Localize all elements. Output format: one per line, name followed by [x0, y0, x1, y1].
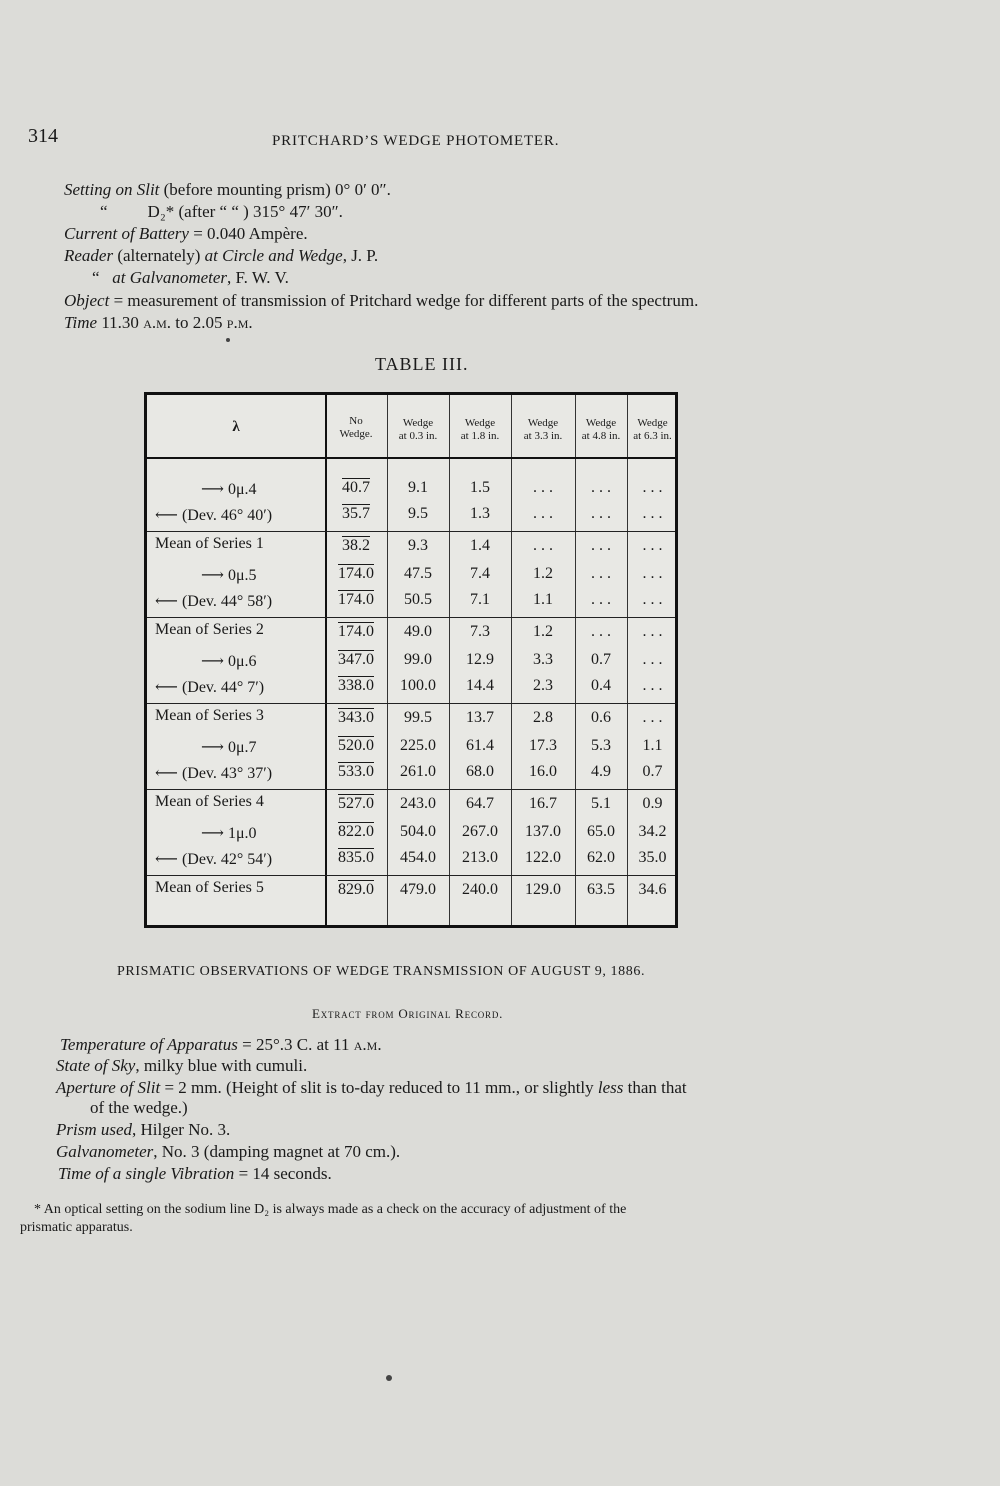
table-cell: 65.0	[587, 823, 615, 840]
table-cell: 1.2	[533, 623, 553, 640]
note-temperature: Temperature of Apparatus = 25°.3 C. at 11 a.m.	[60, 1035, 382, 1054]
table-cell: 122.0	[525, 849, 561, 866]
table-cell: 1.5	[470, 479, 490, 496]
footnote-line-1: * An optical setting on the sodium line D₂ is always made as a check on the accuracy of adjustment of the	[34, 1202, 627, 1217]
table-cell: . . .	[591, 479, 611, 496]
footnote-line-2: prismatic apparatus.	[20, 1220, 133, 1235]
table-cell: 49.0	[404, 623, 432, 640]
page-number: 314	[28, 125, 58, 147]
setup-line-1: Setting on Slit (before mounting prism) 0° 0′ 0″.	[64, 180, 391, 199]
series-mean-label: Mean of Series 5	[155, 879, 264, 896]
table-cell: 267.0	[462, 823, 498, 840]
table-cell: 1.1	[533, 591, 553, 608]
table-cell: 16.0	[529, 763, 557, 780]
table-cell: 0.7	[642, 763, 663, 780]
row-label: ⟵ (Dev. 44° 58′)	[155, 593, 273, 610]
note-prism: Prism used, Hilger No. 3.	[56, 1120, 231, 1139]
table-cell: 35.0	[638, 849, 667, 866]
row-label: ⟵ (Dev. 42° 54′)	[155, 851, 273, 868]
table-cell: 1.2	[533, 565, 553, 582]
table-cell: 225.0	[400, 737, 436, 754]
table-cell: 7.3	[470, 623, 490, 640]
table-cell: 4.9	[591, 763, 611, 780]
table-cell: 3.3	[533, 651, 553, 668]
table-cell: . . .	[533, 505, 553, 522]
table-cell: 822.0	[338, 823, 374, 840]
table-cell: . . .	[533, 537, 553, 554]
table-cell: 16.7	[529, 795, 557, 812]
series-mean-label: Mean of Series 1	[155, 535, 264, 552]
table-cell: . . .	[642, 709, 663, 726]
table-cell: . . .	[642, 591, 663, 608]
table-cell: . . .	[591, 591, 611, 608]
table-cell: 9.5	[408, 505, 428, 522]
table-cell: 5.3	[591, 737, 611, 754]
note-sky: State of Sky, milky blue with cumuli.	[56, 1056, 308, 1075]
table-cell: 17.3	[529, 737, 557, 754]
table-cell: 99.0	[404, 651, 432, 668]
table-cell: 174.0	[338, 565, 374, 582]
setup-line-3: Current of Battery = 0.040 Ampère.	[64, 224, 308, 243]
table-cell: . . .	[591, 623, 611, 640]
table-cell: 243.0	[400, 795, 436, 812]
table-cell: 47.5	[404, 565, 432, 582]
series-mean-label: Mean of Series 2	[155, 621, 264, 638]
header-wedge-0-3: Wedge at 0.3 in.	[398, 417, 438, 442]
table-cell: 0.9	[642, 795, 663, 812]
section-subtitle: Extract from Original Record.	[312, 1006, 504, 1021]
table-cell: 261.0	[400, 763, 436, 780]
section-title: PRISMATIC OBSERVATIONS OF WEDGE TRANSMISSION OF AUGUST 9, 1886.	[117, 964, 646, 979]
table-cell: 174.0	[338, 591, 374, 608]
table-cell: . . .	[642, 537, 663, 554]
header-wedge-6-3: Wedge at 6.3 in.	[633, 417, 672, 442]
table-cell: . . .	[642, 677, 663, 694]
table-cell: . . .	[533, 479, 553, 496]
header-no-wedge: No Wedge.	[339, 415, 373, 440]
table-cell: 213.0	[462, 849, 498, 866]
table-cell: 479.0	[400, 881, 436, 898]
table-cell: . . .	[591, 565, 611, 582]
series-mean-label: Mean of Series 3	[155, 707, 264, 724]
table-cell: 533.0	[338, 763, 374, 780]
table-cell: 34.6	[638, 881, 667, 898]
note-vibration: Time of a single Vibration = 14 seconds.	[58, 1164, 332, 1183]
table-cell: 347.0	[338, 651, 374, 668]
table-cell: 7.4	[470, 565, 490, 582]
table-cell: 64.7	[466, 795, 494, 812]
table-cell: 2.8	[533, 709, 553, 726]
table-cell: 99.5	[404, 709, 432, 726]
setup-line-2: “ D₂* (after “ “ ) 315° 47′ 30″.	[100, 202, 343, 221]
header-wedge-4-8: Wedge at 4.8 in.	[581, 417, 621, 442]
setup-line-5: “ at Galvanometer, F. W. V.	[92, 268, 289, 287]
table-cell: 9.1	[408, 479, 428, 496]
row-label: ⟵ (Dev. 46° 40′)	[155, 507, 273, 524]
row-label: ⟶ 0μ.5	[201, 567, 257, 584]
table-cell: 129.0	[525, 881, 561, 898]
table-cell: 1.1	[642, 737, 663, 754]
table-cell: 63.5	[587, 881, 615, 898]
table-cell: 240.0	[462, 881, 498, 898]
setup-line-6: Object = measurement of transmission of Pritchard wedge for different parts of the spectrum.	[64, 291, 699, 310]
note-aperture-cont: of the wedge.)	[90, 1098, 188, 1117]
row-label: ⟶ 0μ.4	[201, 481, 257, 498]
table-cell: 835.0	[338, 849, 374, 866]
table-cell: 35.7	[342, 505, 370, 522]
row-label: ⟵ (Dev. 43° 37′)	[155, 765, 273, 782]
table-cell: 50.5	[404, 591, 432, 608]
table-cell: 61.4	[466, 737, 494, 754]
table-cell: . . .	[642, 565, 663, 582]
header-wedge-1-8: Wedge at 1.8 in.	[460, 417, 500, 442]
table-cell: . . .	[642, 479, 663, 496]
table-cell: 174.0	[338, 623, 374, 640]
table-cell: 0.7	[591, 651, 611, 668]
header-wedge-3-3: Wedge at 3.3 in.	[523, 417, 563, 442]
header-lambda: λ	[232, 419, 240, 435]
note-aperture: Aperture of Slit = 2 mm. (Height of slit is to-day reduced to 11 mm., or slightly less than that	[56, 1078, 687, 1097]
table-cell: 0.6	[591, 709, 611, 726]
table-cell: 504.0	[400, 823, 436, 840]
table-cell: 100.0	[400, 677, 436, 694]
table-cell: . . .	[642, 651, 663, 668]
note-galvanometer: Galvanometer, No. 3 (damping magnet at 70 cm.).	[56, 1142, 401, 1161]
table-cell: 9.3	[408, 537, 428, 554]
series-mean-label: Mean of Series 4	[155, 793, 264, 810]
table-cell: 137.0	[525, 823, 561, 840]
table-cell: 40.7	[342, 479, 370, 496]
table-cell: . . .	[591, 537, 611, 554]
table-cell: 527.0	[338, 795, 374, 812]
table-cell: 14.4	[466, 677, 494, 694]
table-cell: 454.0	[400, 849, 436, 866]
table-cell: 7.1	[470, 591, 490, 608]
table-cell: 520.0	[338, 737, 374, 754]
table-cell: 0.4	[591, 677, 611, 694]
table-cell: 38.2	[342, 537, 370, 554]
setup-line-4: Reader (alternately) at Circle and Wedge, J. P.	[64, 246, 379, 265]
table-cell: 343.0	[338, 709, 374, 726]
table-cell: 1.3	[470, 505, 490, 522]
setup-line-7: Time 11.30 a.m. to 2.05 p.m.	[64, 313, 253, 332]
ink-spot	[386, 1375, 392, 1381]
row-label: ⟵ (Dev. 44° 7′)	[155, 679, 265, 696]
row-label: ⟶ 0μ.6	[201, 653, 257, 670]
row-label: ⟶ 1μ.0	[201, 825, 257, 842]
table-cell: 338.0	[338, 677, 374, 694]
table-cell: . . .	[642, 623, 663, 640]
table-cell: . . .	[591, 505, 611, 522]
table-cell: 1.4	[470, 537, 490, 554]
table-cell: 68.0	[466, 763, 494, 780]
table-cell: 34.2	[638, 823, 667, 840]
table-cell: 13.7	[466, 709, 494, 726]
running-head: PRITCHARD’S WEDGE PHOTOMETER.	[272, 133, 560, 149]
table-title: TABLE III.	[375, 354, 469, 374]
row-label: ⟶ 0μ.7	[201, 739, 257, 756]
table-cell: 5.1	[591, 795, 611, 812]
data-table	[144, 392, 678, 928]
table-cell: . . .	[642, 505, 663, 522]
table-cell: 12.9	[466, 651, 494, 668]
table-cell: 62.0	[587, 849, 615, 866]
table-cell: 2.3	[533, 677, 553, 694]
ink-spot	[226, 338, 230, 342]
table-cell: 829.0	[338, 881, 374, 898]
